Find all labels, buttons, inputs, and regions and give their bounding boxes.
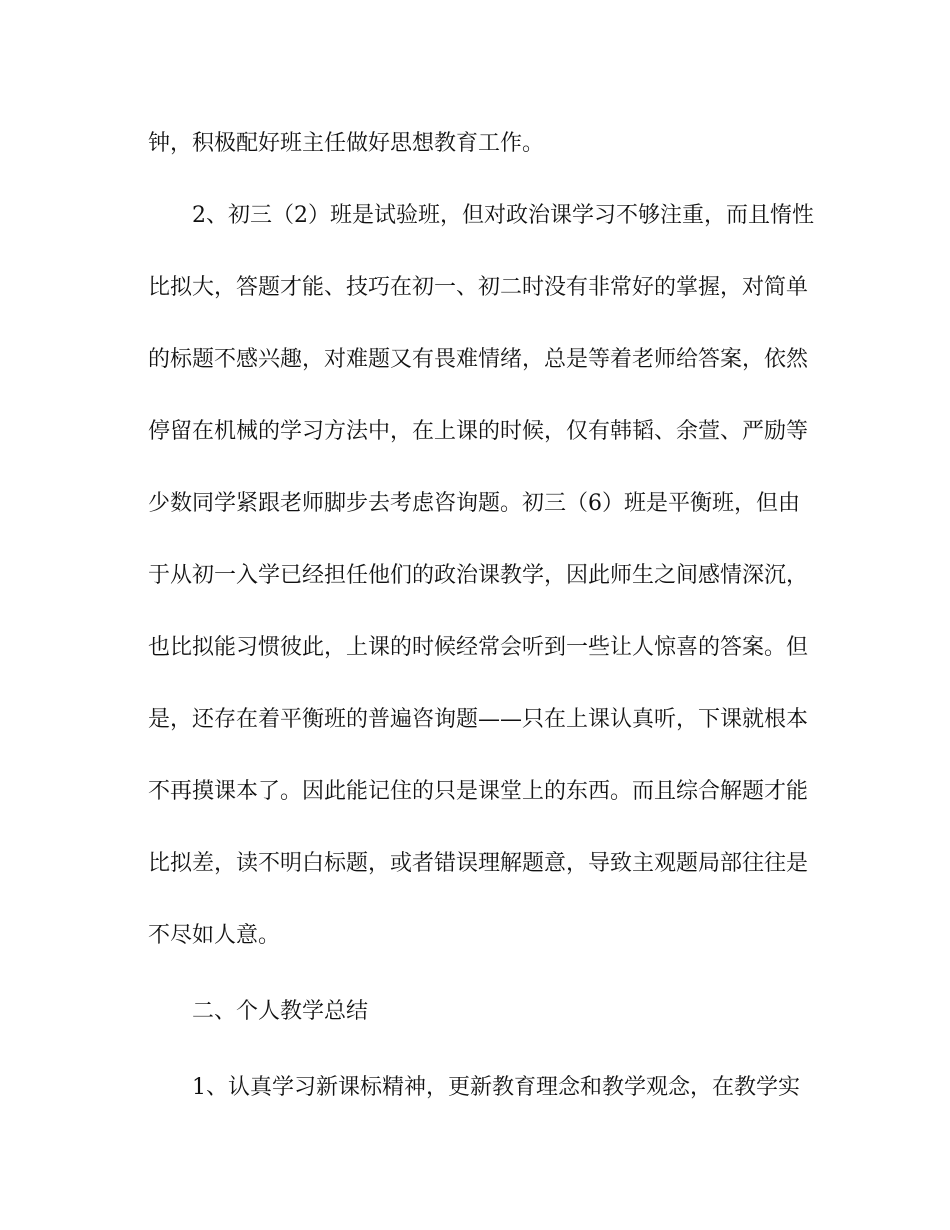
text-line-5: 停留在机械的学习方法中，在上课的时候，仅有韩韬、余萱、严励等: [148, 419, 809, 444]
text-line-11: 比拟差，读不明白标题，或者错误理解题意，导致主观题局部往往是: [148, 851, 809, 876]
text-line-10: 不再摸课本了。因此能记住的只是课堂上的东西。而且综合解题才能: [148, 779, 809, 804]
text-line-6: 少数同学紧跟老师脚步去考虑咨询题。初三（6）班是平衡班，但由: [148, 491, 800, 516]
text-line-12: 不尽如人意。: [148, 923, 281, 948]
text-line-2: 2、初三（2）班是试验班，但对政治课学习不够注重，而且惰性: [192, 203, 814, 228]
text-line-7: 于从初一入学已经担任他们的政治课教学，因此师生之间感情深沉，: [148, 563, 809, 588]
section-heading: 二、个人教学总结: [192, 999, 369, 1024]
text-line-3: 比拟大，答题才能、技巧在初一、初二时没有非常好的掌握，对简单: [148, 275, 809, 300]
text-line-1: 钟，积极配好班主任做好思想教育工作。: [148, 131, 545, 156]
text-line-14: 1、认真学习新课标精神，更新教育理念和教学观念，在教学实: [192, 1075, 800, 1100]
text-line-4: 的标题不感兴趣，对难题又有畏难情绪，总是等着老师给答案，依然: [148, 347, 809, 372]
text-line-9: 是，还存在着平衡班的普遍咨询题——只在上课认真听，下课就根本: [148, 707, 809, 732]
text-line-8: 也比拟能习惯彼此，上课的时候经常会听到一些让人惊喜的答案。但: [148, 635, 809, 660]
